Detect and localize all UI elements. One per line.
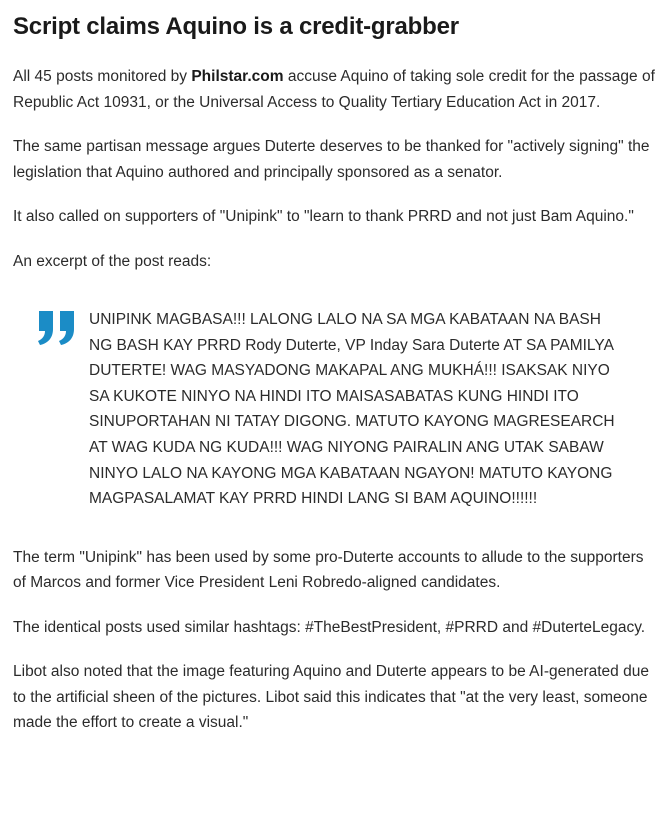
- paragraph-partisan-message: The same partisan message argues Duterte deserves to be thanked for "actively signing" the legislation that Aquino authored and principally sponsored as a senator.: [13, 138, 650, 181]
- paragraph-hashtags: The identical posts used similar hashtags: #TheBestPresident, #PRRD and #DuterteLegacy.: [13, 618, 646, 636]
- paragraph-unipink-call: It also called on supporters of "Unipink" to "learn to thank PRRD and not just Bam Aquino.": [13, 208, 634, 225]
- quote-text: UNIPINK MAGBASA!!! LALONG LALO NA SA MGA KABATAAN NA BASH NG BASH KAY PRRD Rody Duterte, VP Inday Sara Duterte AT SA PAMILYA DUTERTE! WAG MASYADONG MAKAPAL ANG MUKHÁ!!! ISAKSAK NIYO SA KUKOTE NINYO NA HINDI ITO MAISASABATAS KUNG HINDI ITO SINUPORTAHAN NI TATAY DIGONG. MATUTO KAYONG MAGRESEARCH AT WAG KUDA NG KUDA!!! WAG NIYONG PAIRALIN ANG UTAK SABAW NINYO LALO NA KAYONG MGA KABATAAN NGAYON! MATUTO KAYONG MAGPASALAMAT KAY PRRD HINDI LANG SI BAM AQUINO!!!!!!: [89, 311, 615, 508]
- paragraph-text: accuse Aquino of taking sole credit for the passage of Republic Act 10931, or the Universal Access to Quality Tertiary Education Act in 2017.: [13, 68, 655, 111]
- paragraph-text: All 45 posts monitored by: [13, 68, 192, 85]
- paragraph-unipink-term: The term "Unipink" has been used by some pro-Duterte accounts to allude to the supporters of Marcos and former Vice President Leni Robredo-aligned candidates.: [13, 548, 644, 592]
- quote-mark-icon: [37, 311, 77, 345]
- paragraph-posts-monitored: [13, 64, 657, 115]
- paragraph-ai-generated: Libot also noted that the image featuring Aquino and Duterte appears to be AI-generated due to the artificial sheen of the pictures. Libot said this indicates that "at the very least, someone made the effort to create a visual.": [13, 663, 649, 732]
- philstar-brand-text: Philstar.com: [191, 68, 284, 85]
- post-excerpt-blockquote: [13, 307, 657, 512]
- paragraph-excerpt-intro: An excerpt of the post reads:: [13, 252, 212, 270]
- article-headline: Script claims Aquino is a credit-grabber: [13, 13, 459, 40]
